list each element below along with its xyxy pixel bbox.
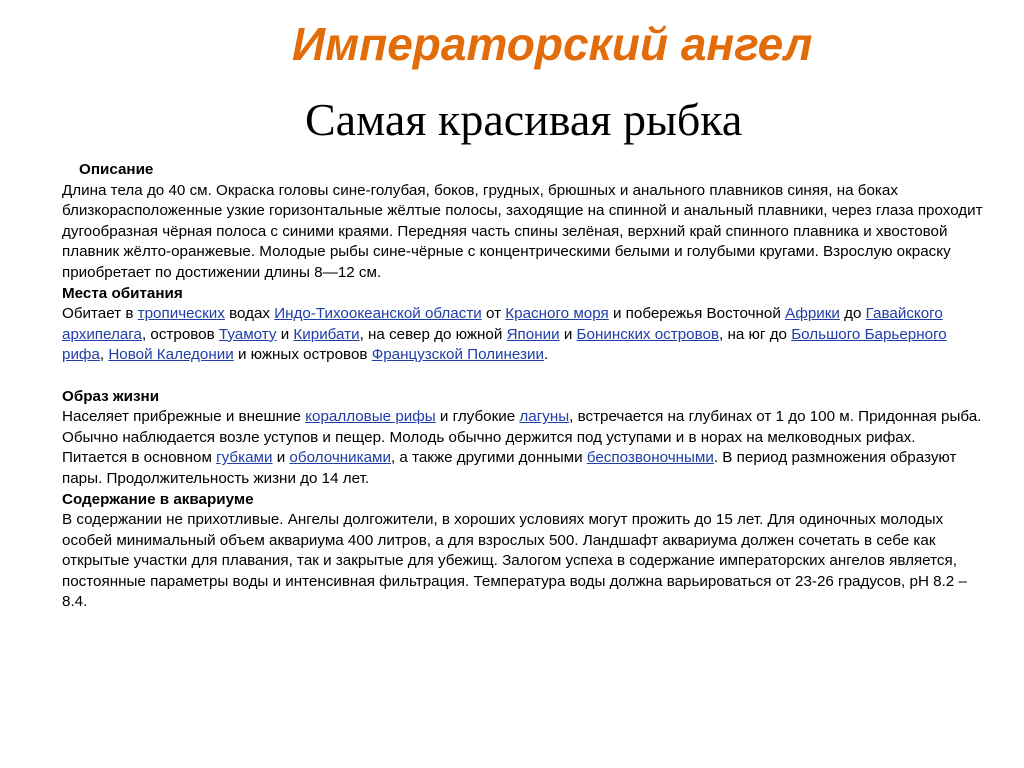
habitat-text-fragment: , — [99, 346, 109, 364]
lifestyle-text-fragment: , встречается на глубинах от 1 до 100 м. Придонная рыба. Обычно наблюдается возле уступов и пещер. Молодь обычно держится под уступами и в норах на мелководных рифах. — [62, 408, 982, 446]
link-french-polynesia[interactable]: Французской Полинезии — [371, 346, 544, 364]
diet-text-fragment: , а также другими донными — [390, 449, 587, 467]
aquarium-text: В содержании не прихотливые. Ангелы долгожители, в хороших условиях могут прожить до 15 лет. Для одиночных молодых особей минимальный объем аквариума 400 литров, а для взрослых 500. Ландшафт аквариума должен сочетать в себе как открытые участки для плавания, так и закрытые для убежищ. Залогом успеха в содержание императорских ангелов является, постоянные параметры воды и интенсивная фильтрация. Температура воды должна варьироваться от 23-26 градусов, pH 8.2 – 8.4. — [62, 511, 967, 611]
habitat-text-fragment: , на юг до — [719, 325, 792, 343]
habitat-heading: Места обитания — [62, 284, 183, 302]
link-coral-reefs[interactable]: коралловые рифы — [305, 408, 436, 426]
habitat-text — [62, 304, 992, 366]
lifestyle-text — [62, 407, 992, 448]
diet-text-fragment: Питается в основном — [62, 449, 217, 467]
link-sponges[interactable]: губками — [216, 449, 273, 467]
habitat-text-fragment: и южных островов — [233, 346, 372, 364]
habitat-text-fragment: и — [276, 325, 294, 343]
article-body — [62, 160, 992, 613]
slide-subtitle: Самая красивая рыбка — [305, 94, 743, 145]
link-lagoons[interactable]: лагуны — [519, 408, 570, 426]
lifestyle-heading: Образ жизни — [62, 387, 160, 405]
habitat-text-fragment: до — [839, 305, 866, 323]
link-red-sea[interactable]: Красного моря — [505, 305, 609, 323]
link-africa[interactable]: Африки — [785, 305, 840, 323]
link-great-barrier-reef[interactable]: Большого Барьерного рифа — [62, 325, 947, 364]
link-invertebrates[interactable]: беспозвоночными — [586, 449, 714, 467]
link-tropical[interactable]: тропических — [137, 305, 225, 323]
link-tunicates[interactable]: оболочниками — [289, 449, 391, 467]
link-bonin-islands[interactable]: Бонинских островов — [576, 325, 720, 343]
habitat-text-fragment: от — [481, 305, 506, 323]
link-tuamotu[interactable]: Туамоту — [218, 325, 277, 343]
habitat-text-fragment: Обитает в — [62, 305, 138, 323]
description-heading: Описание — [79, 161, 154, 178]
link-new-caledonia[interactable]: Новой Каледонии — [108, 346, 234, 364]
slide-title: Императорский ангел — [292, 18, 813, 70]
link-japan[interactable]: Японии — [506, 325, 560, 343]
link-kiribati[interactable]: Кирибати — [293, 325, 360, 343]
lifestyle-text-fragment: Населяет прибрежные и внешние — [62, 408, 306, 426]
lifestyle-text-fragment: и глубокие — [435, 408, 520, 426]
habitat-text-fragment: , на север до южной — [359, 325, 507, 343]
habitat-text-fragment: и побережья Восточной — [608, 305, 786, 323]
diet-text-fragment: . В период размножения образуют пары. Продолжительность жизни до 14 лет. — [62, 449, 957, 487]
habitat-text-fragment: , островов — [141, 325, 219, 343]
description-text: Длина тела до 40 см. Окраска головы сине-голубая, боков, грудных, брюшных и анального плавников синяя, на боках близкорасположенные узкие горизонтальные жёлтые полосы, заходящие на спинной и анальный плавники, через глаза проходит дугообразная чёрная полоса с синими краями. Передняя часть спины зелёная, верхний край спинного плавника и хвостовой плавник жёлто-оранжевые. Молодые рыбы сине-чёрные с концентрическими белыми и голубыми кругами. Взрослую окраску приобретает по достижении длины 8—12 см. — [62, 181, 983, 281]
link-indo-pacific[interactable]: Индо-Тихоокеанской области — [274, 305, 482, 323]
habitat-text-fragment: . — [543, 346, 549, 364]
habitat-text-fragment: водах — [224, 305, 275, 323]
habitat-text-fragment: и — [559, 325, 577, 343]
diet-text-fragment: и — [272, 449, 290, 467]
diet-text — [62, 448, 992, 489]
section-spacer — [62, 366, 992, 387]
link-hawaiian-archipelago[interactable]: Гавайского архипелага — [62, 305, 943, 343]
aquarium-heading: Содержание в аквариуме — [62, 490, 254, 508]
